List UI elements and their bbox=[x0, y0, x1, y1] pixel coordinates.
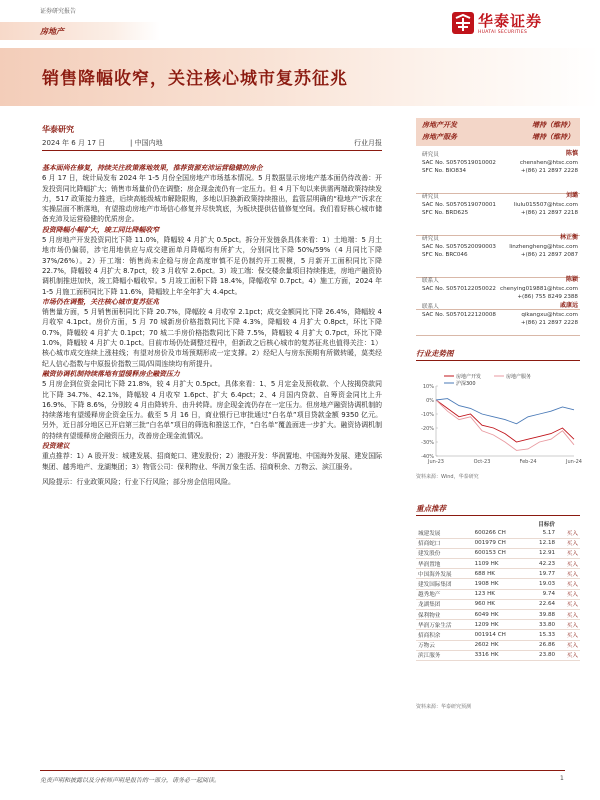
stock-code: 001914 CH bbox=[473, 630, 526, 640]
analyst-name: 戚康远 bbox=[559, 302, 578, 309]
table-row bbox=[416, 528, 580, 538]
table-row bbox=[416, 650, 580, 660]
stock-code: 1209 HK bbox=[473, 620, 526, 630]
rating-value: 增持（维持） bbox=[532, 133, 574, 141]
x-tick-label: Feb-24 bbox=[519, 459, 537, 465]
table-row bbox=[416, 559, 580, 569]
y-tick-label: -40% bbox=[421, 453, 434, 460]
stock-name: 招商积余 bbox=[416, 630, 473, 640]
series-line-房地产服务 bbox=[436, 400, 574, 450]
table-row bbox=[416, 569, 580, 579]
stock-code: 123 HK bbox=[473, 589, 526, 599]
company-logo bbox=[452, 10, 572, 40]
table-header-empty bbox=[557, 520, 580, 528]
analyst-role: 联系人 bbox=[422, 278, 439, 284]
analyst-sac: SAC No. S0570122120008 bbox=[422, 312, 496, 318]
y-tick-label: -20% bbox=[421, 425, 434, 432]
page-number: 1 bbox=[560, 775, 564, 782]
stock-target-price: 12.18 bbox=[526, 538, 557, 548]
stock-target-price: 33.80 bbox=[526, 620, 557, 630]
analyst-phone: +(86) 755 8249 2388 bbox=[517, 294, 578, 300]
stock-target-price: 26.86 bbox=[526, 640, 557, 650]
stock-code: 600153 CH bbox=[473, 548, 526, 558]
table-source: 资料来源：华泰研究预测 bbox=[416, 704, 472, 710]
stock-code: 960 HK bbox=[473, 599, 526, 609]
stocks-section-title: 重点推荐 bbox=[416, 503, 580, 516]
stock-rating: 买入 bbox=[557, 610, 580, 620]
stock-name: 建发国际集团 bbox=[416, 579, 473, 589]
logo-subtext: HUATAI SECURITIES bbox=[478, 30, 528, 35]
recommended-stocks-table bbox=[416, 520, 580, 661]
analyst-card bbox=[416, 302, 580, 336]
stock-rating: 买入 bbox=[557, 579, 580, 589]
stock-target-price: 23.80 bbox=[526, 650, 557, 660]
stock-code: 1109 HK bbox=[473, 559, 526, 569]
section-title: 投资降幅小幅扩大，竣工同比降幅收窄 bbox=[42, 225, 160, 234]
footer-disclaimer: 免责声明和披露以及分析师声明是报告的一部分，请务必一起阅读。 bbox=[40, 777, 221, 784]
legend-label: 房地产服务 bbox=[506, 373, 532, 380]
section-risk bbox=[42, 477, 382, 487]
logo-mark-icon bbox=[452, 12, 474, 34]
section-body: 6 月 17 日，统计局发布 2024 年 1-5 月份全国房地产市场基本情况。5 月数据显示房地产基本面仍待改善：开发投资同比降幅扩大；销售市场量价仍在调整；房企现金流仍有一定压力。但 4 月下旬以来供需两端政策持续发力，517 政策接力推进，后续高能级城市解除限购，多地以旧换新政策持续推出，监管层明确的“稳地产”诉求在实操层面不断落地，有望推动房地产市场信心修复并尽快筑底，为板块提供估值修复空间。我们看好核心城市储备充沛及运营稳健的优质房企。 bbox=[42, 174, 382, 224]
section-summary bbox=[42, 163, 382, 225]
analyst-phone: +(86) 21 2897 2228 bbox=[520, 320, 578, 326]
report-date: 2024 年 6 月 17 日 bbox=[42, 139, 106, 147]
stock-code: 001979 CH bbox=[473, 538, 526, 548]
rating-sector: 房地产开发 bbox=[422, 121, 457, 129]
rating-row bbox=[422, 132, 574, 145]
stock-name: 华润置地 bbox=[416, 559, 473, 569]
section-body: 重点推荐：1）A 股开发：城建发展、招商蛇口、建发股份；2）港股开发：华润置地、中国海外发展、建发国际集团、越秀地产、龙湖集团；3）物管公司：保利物业、华润万象生活、招商积余、万物云、滨江服务。 bbox=[42, 452, 382, 471]
analyst-name: 林正衡 bbox=[559, 234, 578, 241]
section-body: 5 月房企到位资金同比下降 21.8%，较 4 月扩大 0.5pct。具体来看：1、5 月定金及预收款、个人按揭贷款同比下降 34.7%、42.1%，降幅较 4 月收窄 1.6pct、扩大 6.4pct；2、4 月国内贷款、自筹资金同比上升 16.9%、下降 8.6%，分别较 4 月由降转升、由升转降。房企现金流仍存在一定压力。但房地产融资协调机制的持续落地有望缓释房企资金压力。截至 5 月 16 日，商业银行已审批通过“白名单”项目贷款金额 9350 亿元。另外，近日部分地区已开启第三批“白名单”项目的筛选和推送工作，“白名单”覆盖面进一步扩大。融资协调机制的持续有望缓释房企融资压力，改善房企现金流情况。 bbox=[42, 380, 382, 440]
stock-rating: 买入 bbox=[557, 589, 580, 599]
series-line-沪深300 bbox=[436, 399, 574, 424]
industry-trend-chart bbox=[416, 372, 580, 468]
stock-target-price: 19.77 bbox=[526, 569, 557, 579]
analyst-name: 陈慎 bbox=[565, 150, 578, 157]
chart-section-title: 行业走势图 bbox=[416, 348, 580, 361]
stock-rating: 买入 bbox=[557, 559, 580, 569]
stock-name: 招商蛇口 bbox=[416, 538, 473, 548]
table-row bbox=[416, 548, 580, 558]
org-name: 华泰研究 bbox=[42, 125, 74, 134]
analyst-email[interactable]: liulu015507@htsc.com bbox=[513, 202, 578, 208]
table-row bbox=[416, 640, 580, 650]
table-row bbox=[416, 538, 580, 548]
stock-name: 建发股份 bbox=[416, 548, 473, 558]
stock-rating: 买入 bbox=[557, 528, 580, 538]
chart-source: 资料来源：Wind，华泰研究 bbox=[416, 474, 479, 480]
footer-divider bbox=[40, 770, 565, 771]
stock-rating: 买入 bbox=[557, 650, 580, 660]
analyst-sfc: SFC No. BIO834 bbox=[422, 168, 467, 174]
section-title: 市场仍在调整，关注核心城市复苏征兆 bbox=[42, 297, 160, 306]
table-row bbox=[416, 620, 580, 630]
risk-warning: 风险提示：行业政策风险；行业下行风险；部分房企信用风险。 bbox=[42, 477, 235, 486]
section-title: 基本面尚在修复，持续关注政策落地效果，推荐资源充沛运营稳健的房企 bbox=[42, 164, 263, 172]
section-title: 投资建议 bbox=[42, 442, 70, 451]
stock-target-price: 39.88 bbox=[526, 610, 557, 620]
stock-rating: 买入 bbox=[557, 640, 580, 650]
stock-target-price: 9.74 bbox=[526, 589, 557, 599]
table-row bbox=[416, 630, 580, 640]
table-row bbox=[416, 589, 580, 599]
stock-code: 2602 HK bbox=[473, 640, 526, 650]
stock-name: 华润万象生活 bbox=[416, 620, 473, 630]
y-tick-label: -30% bbox=[421, 439, 434, 446]
rating-value: 增持（维持） bbox=[532, 121, 574, 129]
section-market bbox=[42, 297, 382, 369]
analyst-phone: +(86) 21 2897 2087 bbox=[520, 252, 578, 258]
table-header-empty bbox=[473, 520, 526, 528]
analyst-email[interactable]: linzhengheng@htsc.com bbox=[509, 244, 578, 250]
x-tick-label: Oct-23 bbox=[473, 459, 491, 465]
series-line-房地产开发 bbox=[436, 400, 574, 442]
title-banner bbox=[0, 48, 600, 106]
stock-name: 中国海外发展 bbox=[416, 569, 473, 579]
analyst-role: 联系人 bbox=[422, 304, 439, 310]
legend-label: 房地产开发 bbox=[456, 373, 482, 380]
section-title: 融资协调机制持续落地有望缓释房企融资压力 bbox=[42, 369, 180, 378]
stock-name: 万物云 bbox=[416, 640, 473, 650]
rating-sector: 房地产服务 bbox=[422, 133, 457, 141]
stock-rating: 买入 bbox=[557, 620, 580, 630]
report-region-text: 中国内地 bbox=[134, 139, 163, 147]
meta-row bbox=[42, 137, 382, 151]
analyst-sac: SAC No. S0570519010002 bbox=[422, 160, 496, 166]
stock-rating: 买入 bbox=[557, 630, 580, 640]
analyst-role: 研究员 bbox=[422, 194, 439, 200]
stock-code: 600266 CH bbox=[473, 528, 526, 538]
stock-code: 688 HK bbox=[473, 569, 526, 579]
category-bar bbox=[0, 22, 160, 40]
section-financing bbox=[42, 369, 382, 441]
report-kind: 行业月报 bbox=[354, 139, 382, 147]
stock-target-price: 5.17 bbox=[526, 528, 557, 538]
x-tick-label: Jun-24 bbox=[566, 459, 582, 465]
y-tick-label: -10% bbox=[421, 411, 434, 418]
analyst-email[interactable]: qikangxu@htsc.com bbox=[521, 312, 578, 318]
analyst-phone: +(86) 21 2897 2228 bbox=[520, 168, 578, 174]
section-recommendation bbox=[42, 441, 382, 472]
section-body: 销售量方面，5 月销售面积同比下降 20.7%，降幅较 4 月收窄 2.1pct；成交金额同比下降 26.4%，降幅较 4 月收窄 4.1pct。房价方面，5 月 70 城新房价格指数同比下降 4.3%，降幅较 4 月扩大 0.8pct，环比下降 0.7%，降幅较 4 月扩大 0.1pct；70 城二手房价格指数同比下降 7.5%，降幅较 4 月扩大 0.7pct，环比下降 1.0%，降幅较 4 月扩大 0.1pct。目前市场仍处调整过程中，但新政之后核心城市的复苏征兆也值得关注：1）核心城市成交连续上涨桂线；有望对房价及市场预期形成一定支撑。2）经纪人与房东预期有所微转暖，莫类经纪人信心指数与中原报价指数三周/四周连续均有所提升。 bbox=[42, 308, 382, 368]
main-content bbox=[42, 163, 382, 487]
analyst-sac: SAC No. S0570519070001 bbox=[422, 202, 496, 208]
table-row bbox=[416, 579, 580, 589]
table-header-empty bbox=[416, 520, 473, 528]
table-row bbox=[416, 610, 580, 620]
stock-name: 滨江服务 bbox=[416, 650, 473, 660]
stock-name: 保利物业 bbox=[416, 610, 473, 620]
category-label: 房地产 bbox=[40, 27, 64, 36]
stock-target-price: 19.03 bbox=[526, 579, 557, 589]
x-tick-label: Jun-23 bbox=[428, 459, 444, 465]
section-body: 5 月房地产开发投资同比下降 11.0%，降幅较 4 月扩大 0.5pct。拆分开发链条具体来看：1）土地端：5 月土地市场仍偏弱，涉宅用地供应与成交建面单月降幅均有所扩大，分别同比下降 50%/59%（4 月同比下降 37%/26%）。2）开工端：销售尚未企稳与房企高度审慎不足仍制约开工规模，5 月新开工面积同比下降 22.7%，降幅较 4 月扩大 8.7pct，较 3 月收窄 2.6pct。3）竣工端：保交楼余量项目持续推进，房地产融资协调机制推进加快，竣工降幅小幅收窄。5 月竣工面积下降 18.4%，降幅收窄 0.7pct。4）施工方面，2024 年 1-5 月施工面积同比下降 11.6%，降幅较上年全年扩大 4.4pct。 bbox=[42, 236, 382, 296]
y-tick-label: 0% bbox=[426, 397, 434, 404]
section-investment bbox=[42, 225, 382, 297]
stock-code: 6049 HK bbox=[473, 610, 526, 620]
report-type-label: 证券研究报告 bbox=[40, 8, 77, 15]
analyst-email[interactable]: chenying019881@htsc.com bbox=[500, 286, 578, 292]
stock-target-price: 12.91 bbox=[526, 548, 557, 558]
stock-rating: 买入 bbox=[557, 599, 580, 609]
rating-panel bbox=[416, 118, 580, 146]
stock-rating: 买入 bbox=[557, 538, 580, 548]
table-header-target-price: 目标价 bbox=[538, 522, 556, 528]
stock-code: 3316 HK bbox=[473, 650, 526, 660]
table-row bbox=[416, 599, 580, 609]
stock-name: 城建发展 bbox=[416, 528, 473, 538]
analyst-sac: SAC No. S0570520090003 bbox=[422, 244, 496, 250]
report-region: | 中国内地 bbox=[130, 139, 163, 147]
analyst-card bbox=[416, 150, 580, 194]
analyst-card bbox=[416, 192, 580, 236]
stock-code: 1908 HK bbox=[473, 579, 526, 589]
stock-rating: 买入 bbox=[557, 569, 580, 579]
stock-target-price: 15.33 bbox=[526, 630, 557, 640]
logo-text: 华泰证券 bbox=[478, 12, 543, 30]
report-title: 销售降幅收窄，关注核心城市复苏征兆 bbox=[42, 69, 348, 89]
analyst-role: 研究员 bbox=[422, 152, 439, 158]
stock-target-price: 42.23 bbox=[526, 559, 557, 569]
y-tick-label: 10% bbox=[422, 383, 434, 390]
analyst-card bbox=[416, 234, 580, 278]
analyst-name: 刘璐 bbox=[565, 192, 578, 199]
analyst-name: 陈颖 bbox=[565, 276, 578, 283]
stock-rating: 买入 bbox=[557, 548, 580, 558]
stock-name: 越秀地产 bbox=[416, 589, 473, 599]
stock-target-price: 22.64 bbox=[526, 599, 557, 609]
legend-label: 沪深300 bbox=[456, 380, 476, 387]
analyst-phone: +(86) 21 2897 2218 bbox=[520, 210, 578, 216]
analyst-role: 研究员 bbox=[422, 236, 439, 242]
analyst-email[interactable]: chenshen@htsc.com bbox=[519, 160, 578, 166]
analyst-sac: SAC No. S0570122050022 bbox=[422, 286, 496, 292]
analyst-sfc: SFC No. BRD625 bbox=[422, 210, 469, 216]
analyst-sfc: SFC No. BRC046 bbox=[422, 252, 468, 258]
stock-name: 龙湖集团 bbox=[416, 599, 473, 609]
